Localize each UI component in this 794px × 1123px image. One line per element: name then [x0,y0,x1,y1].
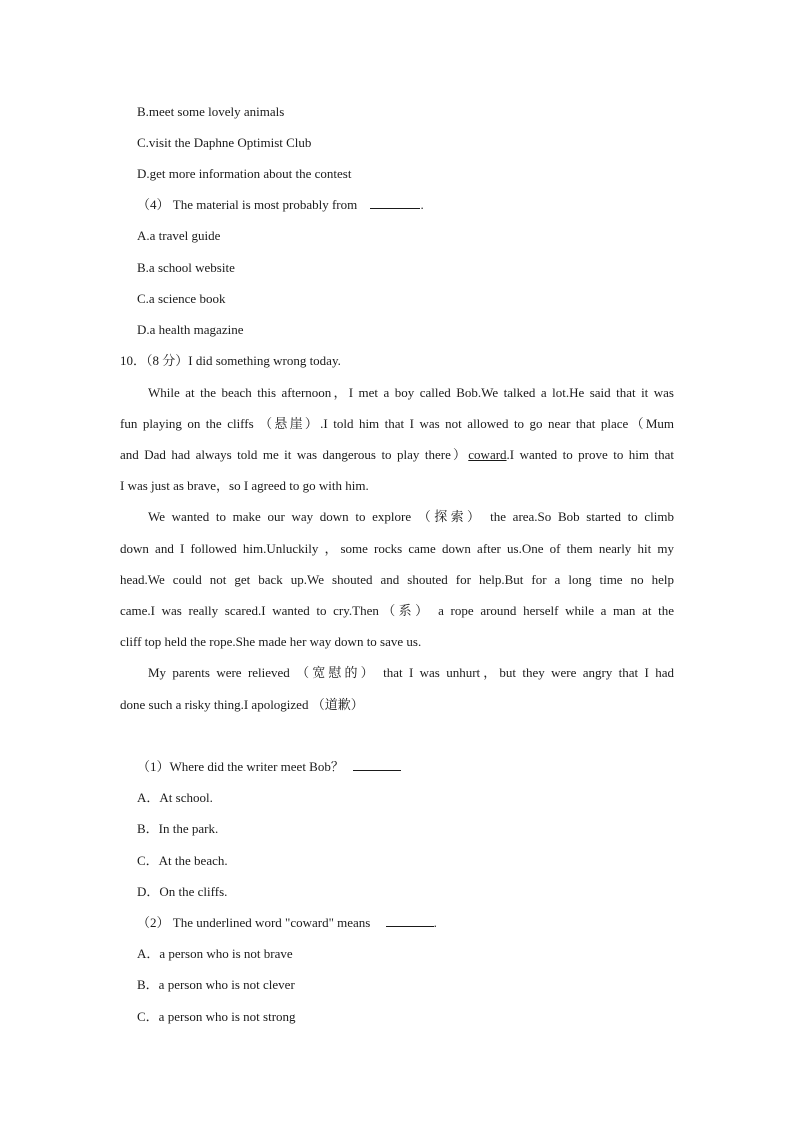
answer-blank [386,913,434,927]
passage-p1-line3-b: .I wanted to prove to him that [506,447,674,462]
q9-4-stem-text: （4） The material is most probably from [137,197,358,212]
q10-2-stem [137,913,437,933]
passage-p1-line1: While at the beach this afternoon，I met a boy called Bob.We talked a lot.He said that it was [148,385,674,400]
passage-p2-line2: down and I followed him.Unluckily ，some rocks came down after us.One of them nearly hit my [120,541,674,556]
q10-2-stem-text: （2） The underlined word "coward" means [137,915,371,930]
q9-4-option-a: A.a travel guide [137,228,221,243]
q10-1-stem [137,757,401,777]
answer-blank [370,195,420,209]
q9-option-b: B.meet some lovely animals [137,104,285,119]
q9-4-stem [137,195,424,215]
underlined-word-coward: coward [468,447,507,462]
passage-p3-line2: done such a risky thing.I apologized （道歉） [120,697,364,712]
q9-option-d: D.get more information about the contest [137,166,352,181]
q10-2-stem-end: . [433,915,437,930]
passage-p2-line1: We wanted to make our way down to explore （探索） the area.So Bob started to climb [148,509,674,524]
passage-p3-line1: My parents were relieved （宽慰的） that I was unhurt，but they were angry that I had [148,665,674,680]
q9-option-c: C.visit the Daphne Optimist Club [137,135,312,150]
q9-4-option-d: D.a health magazine [137,322,244,337]
q10-1-option-d: D．On the cliffs. [137,884,228,899]
passage-p1-line4: I was just as brave，so I agreed to go with him. [120,478,369,493]
q10-header: 10．（8 分）I did something wrong today. [120,353,341,368]
passage-p2-line3: head.We could not get back up.We shouted and shouted for help.But for a long time no help [120,572,674,587]
q10-1-option-b: B．In the park. [137,821,219,836]
passage-p2-line4: came.I was really scared.I wanted to cry.Then（系） a rope around herself while a man at the [120,603,674,618]
q9-4-option-c: C.a science book [137,291,226,306]
q9-4-option-b: B.a school website [137,260,235,275]
q9-4-stem-end: . [420,197,424,212]
answer-blank [353,757,401,771]
q10-1-stem-text: （1）Where did the writer meet Bob？ [137,759,344,774]
q10-2-option-c: C．a person who is not strong [137,1009,296,1024]
passage-p1-line3 [120,445,674,465]
q10-1-option-a: A．At school. [137,790,213,805]
passage-p1-line3-a: and Dad had always told me it was dangerous to play there） [120,447,469,462]
q10-1-option-c: C．At the beach. [137,853,228,868]
q10-2-option-a: A．a person who is not brave [137,946,293,961]
passage-p1-line2: fun playing on the cliffs （悬崖）.I told him that I was not allowed to go near that place（Mum [120,416,674,431]
q10-2-option-b: B．a person who is not clever [137,977,295,992]
passage-p2-line5: cliff top held the rope.She made her way down to save us. [120,634,422,649]
